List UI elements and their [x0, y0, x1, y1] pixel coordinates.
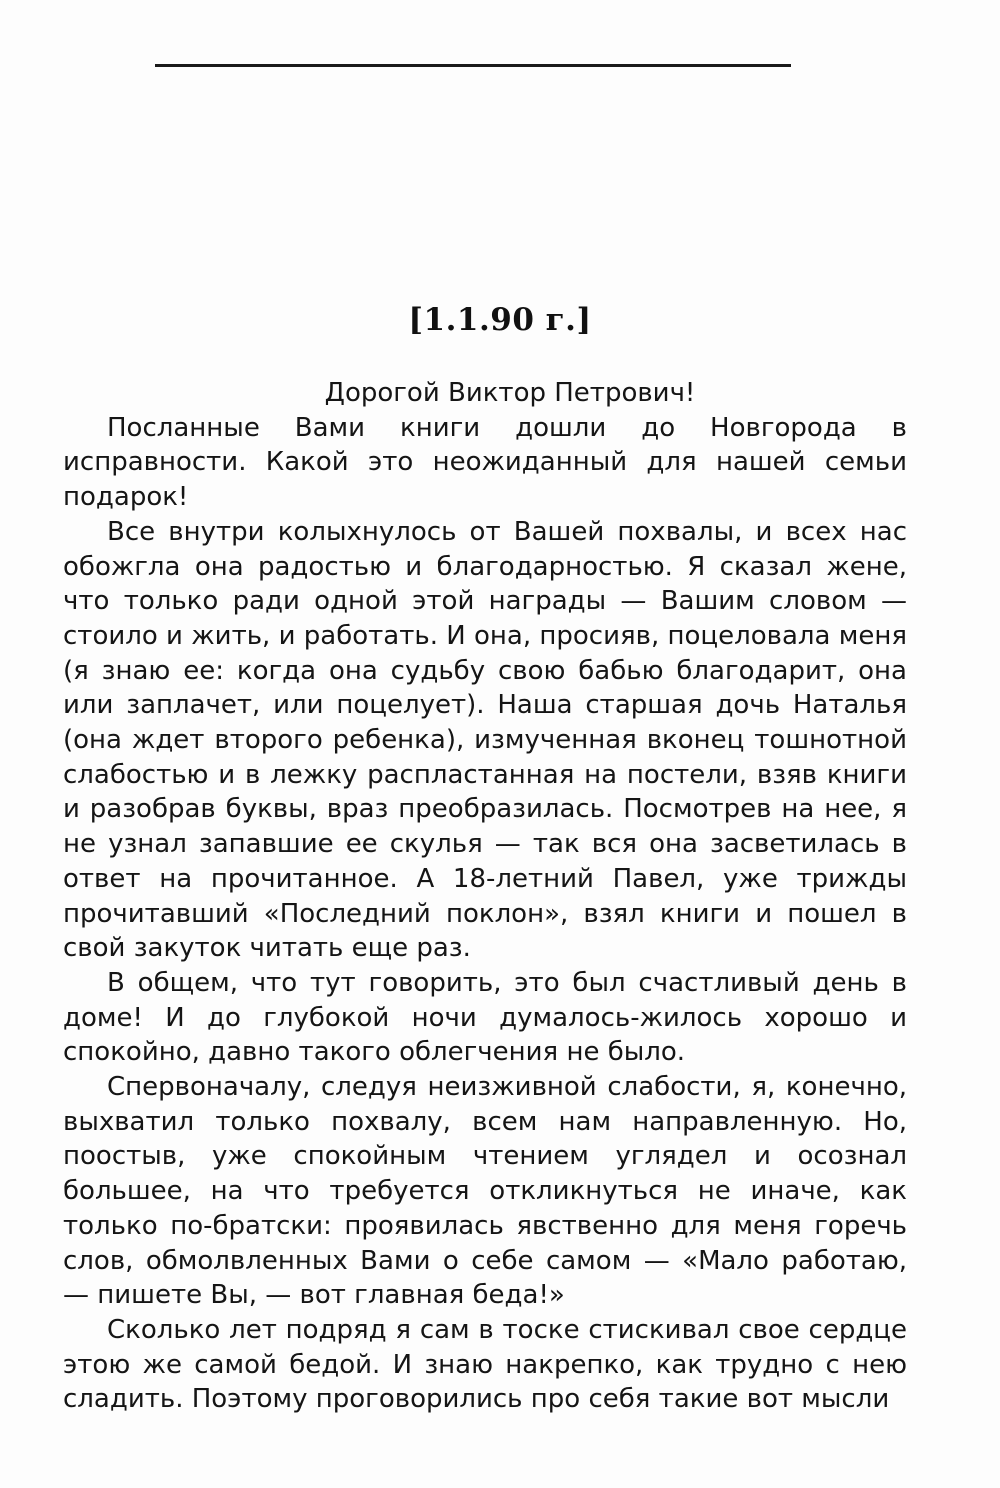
letter-paragraph: Посланные Вами книги дошли до Новгорода в исправности. Какой это неожиданный для нашей семьи подарок! — [63, 412, 907, 513]
letter-paragraph: Все внутри колыхнулось от Вашей похвалы, и всех нас обожгла она радостью и благодарностью. Я сказал жене, что только ради одной этой награды — Вашим словом — стоило и жить, и работать. И она, просияв, поцеловала меня (я знаю ее: когда она судьбу свою бабью благодарит, она или заплачет, или поцелует). Наша старшая дочь Наталья (она ждет второго ребенка), измученная вконец тошнотной слабостью и в лежку распластанная на постели, взяв книги и разобрав буквы, враз преобразилась. Посмотрев на нее, я не узнал запавшие ее скулья — так вся она засветилась в ответ на прочитанное. А 18-летний Павел, уже трижды прочитавший «Последний поклон», взял книги и пошел в свой закуток читать еще раз. — [63, 516, 907, 964]
letter-paragraph: В общем, что тут говорить, это был счастливый день в доме! И до глубокой ночи думалось-жилось хорошо и спокойно, давно такого облегчения не было. — [63, 967, 907, 1068]
letter-paragraph: Сколько лет подряд я сам в тоске стискивал свое сердце этою же самой бедой. И знаю накрепко, как трудно с нею сладить. Поэтому проговорились про себя такие вот мысли — [63, 1314, 907, 1415]
letter-paragraph: Спервоначалу, следуя неизживной слабости, я, конечно, выхватил только похвалу, всем нам направленную. Но, поостыв, уже спокойным чтением углядел и осознал большее, на что требуется откликнуться не иначе, как только по-братски: проявилась явственно для меня горечь слов, обмолвленных Вами о себе самом — «Мало работаю, — пишете Вы, — вот главная беда!» — [63, 1072, 907, 1311]
letter-date-heading: [1.1.90 г.] — [408, 302, 592, 338]
letter-salutation: Дорогой Виктор Петрович! — [324, 378, 696, 408]
top-rule-divider — [155, 64, 791, 67]
letter-body — [63, 376, 907, 1417]
